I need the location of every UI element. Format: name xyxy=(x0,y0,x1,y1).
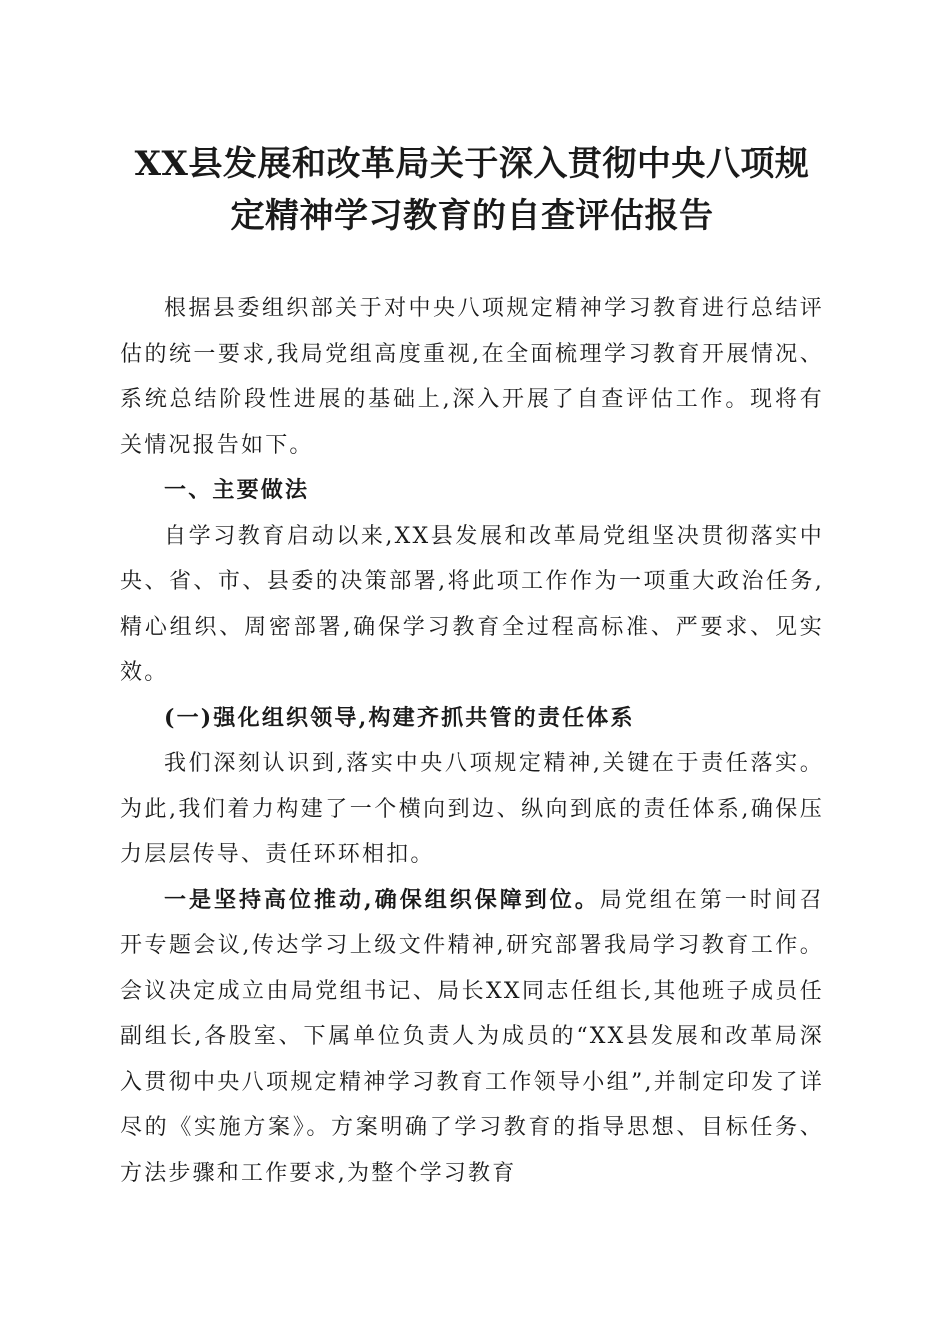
subsection1-paragraph: 我们深刻认识到,落实中央八项规定精神,关键在于责任落实。为此,我们着力构建了一个横向到边、纵向到底的责任体系,确保压力层层传导、责任环环相扣。 xyxy=(120,751,824,867)
point1-paragraph xyxy=(120,878,824,1197)
document-page xyxy=(120,138,824,1196)
intro-paragraph: 根据县委组织部关于对中央八项规定精神学习教育进行总结评估的统一要求,我局党组高度重视,在全面梳理学习教育开展情况、系统总结阶段性进展的基础上,深入开展了自查评估工作。现将有关情况报告如下。 xyxy=(120,296,824,458)
point1-body: 局党组在第一时间召开专题会议,传达学习上级文件精神,研究部署我局学习教育工作。会议决定成立由局党组书记、局长XX同志任组长,其他班子成员任副组长,各股室、下属单位负责人为成员的“XX县发展和改革局深入贯彻中央八项规定精神学习教育工作领导小组”,并制定印发了详尽的《实施方案》。方案明确了学习教育的指导思想、目标任务、方法步骤和工作要求,为整个学习教育 xyxy=(120,887,824,1186)
title-line-1: XX县发展和改革局关于深入贯彻中央八项规 xyxy=(134,144,810,184)
subsection-heading-leadership: (一)强化组织领导,构建齐抓共管的责任体系 xyxy=(164,704,635,731)
section1-paragraph: 自学习教育启动以来,XX县发展和改革局党组坚决贯彻落实中央、省、市、县委的决策部署,将此项工作作为一项重大政治任务,精心组织、周密部署,确保学习教育全过程高标准、严要求、见实效。 xyxy=(120,523,824,685)
title-line-2: 定精神学习教育的自查评估报告 xyxy=(230,196,714,236)
section-heading-main-practices: 一、主要做法 xyxy=(164,478,310,503)
document-title xyxy=(120,138,824,242)
point1-lead: 一是坚持高位推动,确保组织保障到位。 xyxy=(164,886,600,913)
